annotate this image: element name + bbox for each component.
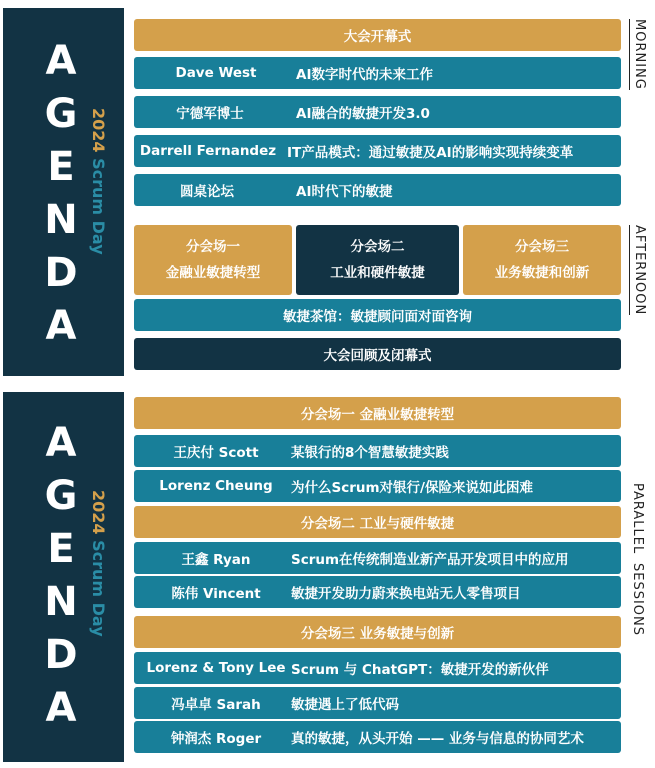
track-header (134, 506, 621, 538)
track-header-label: 分会场三 业务敏捷与创新 (300, 626, 455, 642)
topic: Scrum在传统制造业新产品开发项目中的应用 (291, 552, 569, 568)
talk-row (134, 576, 621, 608)
speaker: 圆桌论坛 (180, 184, 234, 200)
speaker: Lorenz Cheung (159, 478, 273, 494)
talk-row (134, 687, 621, 719)
agenda-letter: A (45, 685, 77, 731)
topic: 敏捷开发助力蔚来换电站无人零售项目 (291, 586, 521, 602)
talk-row (134, 135, 621, 167)
side-label-afternoon: AFTERNOON (629, 225, 647, 315)
speaker: 宁德军博士 (176, 106, 244, 122)
closing-label: 大会回顾及闭幕式 (323, 348, 432, 364)
agenda-letter: A (45, 420, 77, 466)
closing-ceremony (134, 338, 621, 370)
speaker: 王庆付 Scott (173, 445, 259, 461)
side-label-parallel: PARALLEL (630, 483, 645, 555)
track-venue: 分会场一 (186, 239, 240, 255)
event-title-vertical (89, 108, 108, 255)
speaker: 陈伟 Vincent (171, 586, 261, 602)
event-year: 2024 (89, 490, 108, 535)
track-theme: 金融业敏捷转型 (165, 265, 261, 281)
event-brand: Scrum Day (89, 540, 108, 637)
talk-row (134, 542, 621, 574)
track-header (134, 397, 621, 429)
tea-house-row (134, 299, 621, 331)
track-venue: 分会场二 (350, 239, 405, 255)
topic: 某银行的8个智慧敏捷实践 (291, 445, 449, 461)
tea-house-label: 敏捷茶馆：敏捷顾问面对面咨询 (283, 309, 472, 325)
side-label-morning: MORNING (629, 19, 647, 90)
track-header (134, 616, 621, 648)
talk-row (134, 652, 621, 684)
speaker: Lorenz & Tony Lee (146, 660, 286, 676)
agenda-letter: E (47, 144, 75, 190)
agenda-letter: G (44, 473, 78, 519)
track-theme: 工业和硬件敏捷 (330, 265, 425, 281)
agenda-letter: A (45, 38, 77, 84)
track-box (134, 225, 292, 295)
event-title-vertical (89, 490, 108, 637)
event-brand: Scrum Day (89, 158, 108, 255)
track-header-label: 分会场二 工业与硬件敏捷 (300, 516, 455, 532)
topic: Scrum 与 ChatGPT：敏捷开发的新伙伴 (291, 662, 549, 678)
topic: AI融合的敏捷开发3.0 (296, 106, 430, 122)
opening-label: 大会开幕式 (343, 29, 412, 45)
topic: 真的敏捷，从头开始 —— 业务与信息的协同艺术 (291, 731, 584, 747)
agenda-letter: D (44, 250, 78, 296)
opening-ceremony (134, 19, 621, 51)
speaker: 冯卓卓 Sarah (171, 697, 261, 713)
event-year: 2024 (89, 108, 108, 153)
speaker: 王鑫 Ryan (181, 552, 251, 568)
side-label-sessions: SESSIONS (630, 563, 645, 637)
talk-row (134, 57, 621, 89)
speaker: Darrell Fernandez (139, 143, 277, 159)
talk-row (134, 174, 621, 206)
talk-row (134, 435, 621, 467)
agenda-letter: E (47, 526, 75, 572)
topic: 敏捷遇上了低代码 (291, 697, 399, 713)
agenda-letter: N (44, 197, 78, 243)
track-venue: 分会场三 (515, 239, 569, 255)
topic: AI数字时代的未来工作 (296, 67, 433, 83)
agenda-letter: D (44, 632, 78, 678)
talk-row (134, 721, 621, 753)
agenda-letter: N (44, 579, 78, 625)
topic: AI时代下的敏捷 (296, 184, 393, 200)
talk-row (134, 96, 621, 128)
topic: IT产品模式：通过敏捷及AI的影响实现持续变革 (287, 145, 574, 161)
speaker: Dave West (175, 65, 257, 81)
track-box (463, 225, 621, 295)
topic: 为什么Scrum对银行/保险来说如此困难 (291, 480, 533, 496)
track-theme: 业务敏捷和创新 (494, 265, 590, 281)
speaker: 钟润杰 Roger (170, 731, 262, 747)
talk-row (134, 470, 621, 502)
agenda-letter: A (45, 303, 77, 349)
agenda-letter: G (44, 91, 78, 137)
track-header-label: 分会场一 金融业敏捷转型 (300, 407, 455, 423)
track-box (296, 225, 459, 295)
